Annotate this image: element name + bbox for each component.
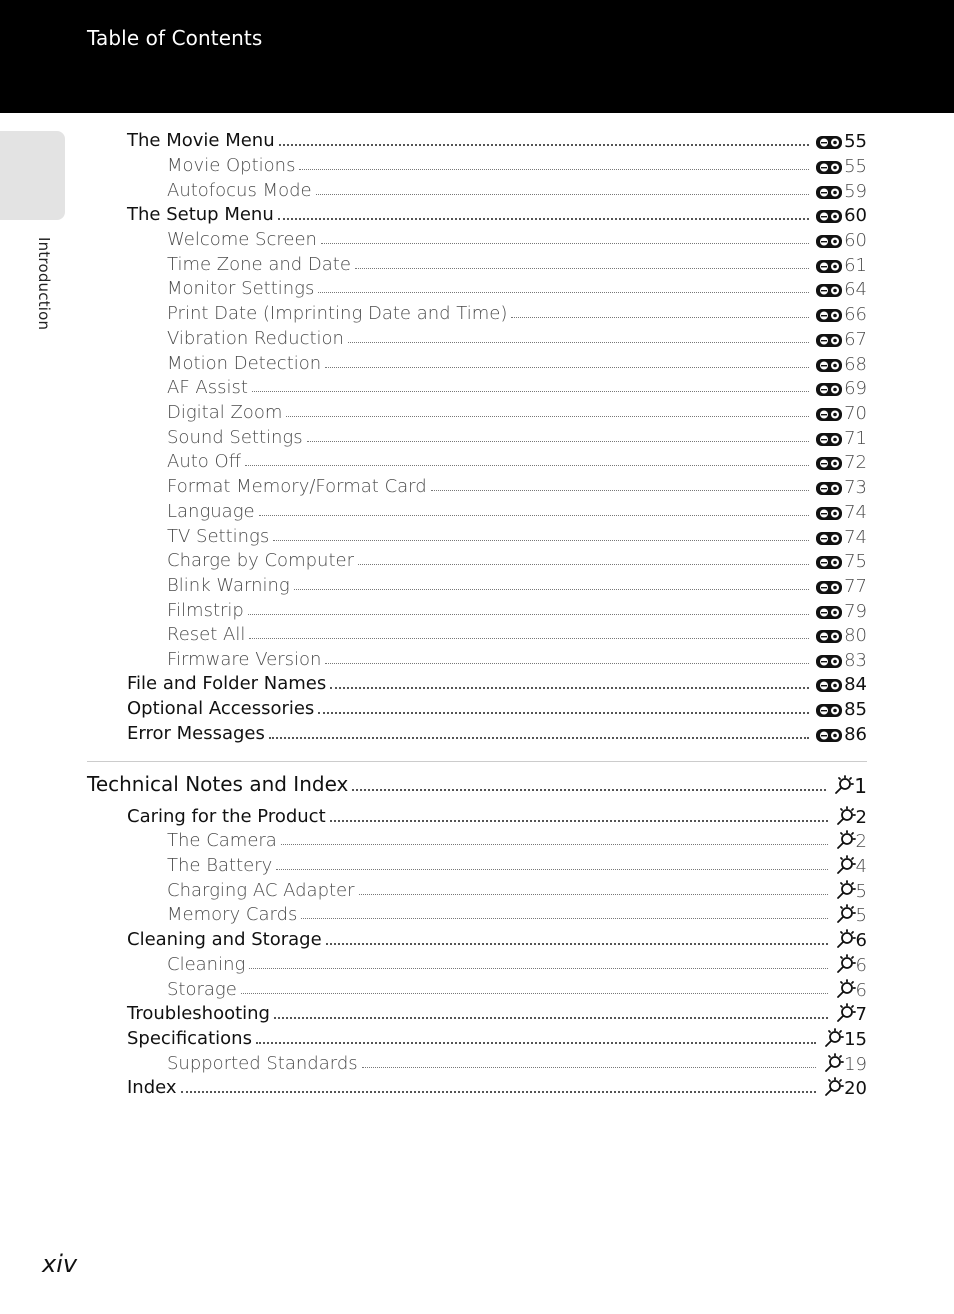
toc-entry[interactable] bbox=[167, 852, 867, 876]
dot-leader bbox=[294, 589, 809, 590]
toc-entry[interactable] bbox=[127, 670, 867, 694]
dot-leader bbox=[301, 918, 827, 919]
e-reference-icon bbox=[815, 701, 843, 719]
dot-leader bbox=[330, 820, 828, 822]
toc-entry-title: The Battery bbox=[167, 855, 273, 876]
dot-leader bbox=[276, 869, 827, 870]
dot-leader bbox=[248, 614, 809, 615]
toc-entry[interactable] bbox=[167, 572, 867, 596]
page-number-value: 1 bbox=[854, 774, 867, 798]
page-number-value: 55 bbox=[844, 156, 867, 177]
toc-entry-page bbox=[834, 903, 867, 925]
dot-leader bbox=[252, 391, 809, 392]
e-reference-icon bbox=[815, 430, 843, 448]
toc-entry[interactable] bbox=[167, 226, 867, 250]
dot-leader bbox=[274, 1017, 828, 1019]
page-number-value: 19 bbox=[844, 1054, 867, 1075]
toc-entry-page bbox=[815, 207, 867, 225]
toc-entry[interactable] bbox=[167, 473, 867, 497]
page-number-value: 2 bbox=[855, 807, 867, 828]
toc-entry-page bbox=[815, 627, 867, 645]
dot-leader bbox=[256, 1042, 816, 1044]
toc-entry-title: Welcome Screen bbox=[167, 229, 317, 250]
toc-entry-page bbox=[815, 158, 867, 176]
z-technical-notes-icon bbox=[834, 903, 856, 925]
section-tab bbox=[0, 131, 65, 220]
toc-entry[interactable] bbox=[167, 300, 867, 324]
toc-entry[interactable] bbox=[167, 498, 867, 522]
toc-entry-title: Cleaning bbox=[167, 954, 246, 975]
page-number-value: 72 bbox=[844, 452, 867, 473]
toc-entry-title: Sound Settings bbox=[167, 427, 303, 448]
z-technical-notes-icon bbox=[822, 1052, 844, 1074]
page-number-value: 86 bbox=[844, 724, 867, 745]
toc-entry-page bbox=[822, 1052, 867, 1074]
page-number-value: 5 bbox=[855, 881, 867, 902]
dot-leader bbox=[281, 844, 828, 845]
page-number-value: 77 bbox=[844, 576, 867, 597]
toc-entry-page bbox=[815, 553, 867, 571]
toc-entry-title: Firmware Version bbox=[167, 649, 322, 670]
dot-leader bbox=[431, 490, 809, 491]
toc-entry-page bbox=[815, 133, 867, 151]
e-reference-icon bbox=[815, 652, 843, 670]
dot-leader bbox=[273, 540, 809, 541]
toc-entry-page bbox=[815, 306, 867, 324]
page-number-value: 80 bbox=[844, 625, 867, 646]
toc-entry-title: Vibration Reduction bbox=[167, 328, 344, 349]
toc-entry-title: Auto Off bbox=[167, 451, 242, 472]
toc-entry[interactable] bbox=[127, 127, 867, 151]
z-technical-notes-icon bbox=[834, 829, 856, 851]
e-reference-icon bbox=[815, 553, 843, 571]
toc-entry[interactable] bbox=[167, 152, 867, 176]
e-reference-icon bbox=[815, 529, 843, 547]
dot-leader bbox=[279, 144, 809, 146]
dot-leader bbox=[259, 515, 810, 516]
toc-entry-title: The Movie Menu bbox=[127, 130, 275, 151]
e-reference-icon bbox=[815, 578, 843, 596]
toc-entry-page bbox=[822, 1076, 867, 1098]
dot-leader bbox=[355, 268, 809, 269]
z-technical-notes-icon bbox=[822, 1076, 844, 1098]
dot-leader bbox=[352, 789, 826, 791]
section-divider bbox=[87, 761, 867, 762]
toc-entry-title: Caring for the Product bbox=[127, 806, 326, 827]
dot-leader bbox=[269, 737, 809, 739]
dot-leader bbox=[362, 1067, 816, 1068]
toc-entry[interactable] bbox=[167, 901, 867, 925]
page-number-value: 74 bbox=[844, 502, 867, 523]
e-reference-icon bbox=[815, 232, 843, 250]
dot-leader bbox=[299, 169, 809, 170]
toc-entry[interactable] bbox=[127, 201, 867, 225]
toc-entry-page bbox=[815, 405, 867, 423]
toc-entry-page bbox=[834, 978, 867, 1000]
page-number-value: 61 bbox=[844, 255, 867, 276]
toc-entry-page bbox=[834, 879, 867, 901]
toc-entry-title: Storage bbox=[167, 979, 237, 1000]
toc-entry[interactable] bbox=[127, 720, 867, 744]
toc-entry[interactable] bbox=[167, 448, 867, 472]
z-technical-notes-icon bbox=[834, 805, 856, 827]
page-number-value: 64 bbox=[844, 279, 867, 300]
toc-entry[interactable] bbox=[167, 424, 867, 448]
toc-entry-title: Supported Standards bbox=[167, 1053, 358, 1074]
toc-entry-page bbox=[815, 603, 867, 621]
toc-entry-page bbox=[815, 380, 867, 398]
page-number-value: 73 bbox=[844, 477, 867, 498]
page-number-value: 6 bbox=[855, 980, 867, 1001]
z-technical-notes-icon bbox=[834, 928, 856, 950]
e-reference-icon bbox=[815, 454, 843, 472]
e-reference-icon bbox=[815, 627, 843, 645]
toc-entry-page bbox=[815, 504, 867, 522]
toc-entry-title: Index bbox=[127, 1077, 177, 1098]
dot-leader bbox=[249, 968, 827, 969]
toc-entry-title: Technical Notes and Index bbox=[87, 772, 349, 796]
toc-entry[interactable] bbox=[167, 350, 867, 374]
toc-entry-page bbox=[815, 578, 867, 596]
toc-entry-page bbox=[834, 953, 867, 975]
page-number-value: 7 bbox=[855, 1004, 867, 1025]
dot-leader bbox=[245, 465, 809, 466]
e-reference-icon bbox=[815, 133, 843, 151]
toc-entry-title: Print Date (Imprinting Date and Time) bbox=[167, 303, 508, 324]
toc-entry[interactable] bbox=[127, 1025, 867, 1049]
page-number-value: 20 bbox=[844, 1078, 867, 1099]
page-number-value: 60 bbox=[844, 230, 867, 251]
dot-leader bbox=[325, 367, 809, 368]
toc-entry-page bbox=[815, 529, 867, 547]
toc-entry[interactable] bbox=[167, 251, 867, 275]
toc-entry[interactable] bbox=[127, 803, 867, 827]
dot-leader bbox=[241, 993, 828, 994]
page-number-value: 55 bbox=[844, 131, 867, 152]
toc-entry-title: Time Zone and Date bbox=[167, 254, 351, 275]
toc-entry-page bbox=[832, 774, 867, 796]
e-reference-icon bbox=[815, 380, 843, 398]
toc-entry-title: Memory Cards bbox=[167, 904, 298, 925]
header-bar bbox=[0, 0, 954, 113]
toc-entry[interactable] bbox=[167, 325, 867, 349]
toc-entry-page bbox=[834, 829, 867, 851]
z-technical-notes-icon bbox=[834, 953, 856, 975]
toc-entry-page bbox=[815, 454, 867, 472]
page-title: Table of Contents bbox=[87, 26, 263, 50]
z-technical-notes-icon bbox=[834, 978, 856, 1000]
toc-entry[interactable] bbox=[167, 877, 867, 901]
toc-entry-title: Digital Zoom bbox=[167, 402, 283, 423]
page-number-value: 69 bbox=[844, 378, 867, 399]
toc-entry-page bbox=[815, 726, 867, 744]
dot-leader bbox=[326, 943, 828, 945]
toc-entry-title: File and Folder Names bbox=[127, 673, 327, 694]
dot-leader bbox=[325, 663, 809, 664]
page-number-value: 79 bbox=[844, 601, 867, 622]
dot-leader bbox=[278, 218, 809, 220]
toc-entry-title: Error Messages bbox=[127, 723, 265, 744]
toc-entry-title: Format Memory/Format Card bbox=[167, 476, 427, 497]
page-number-value: 6 bbox=[855, 955, 867, 976]
e-reference-icon bbox=[815, 281, 843, 299]
page-number-value: 74 bbox=[844, 527, 867, 548]
e-reference-icon bbox=[815, 726, 843, 744]
page-number-value: 83 bbox=[844, 650, 867, 671]
toc-entry-title: Autofocus Mode bbox=[167, 180, 312, 201]
toc-entry-title: The Camera bbox=[167, 830, 277, 851]
toc-entry[interactable] bbox=[167, 1050, 867, 1074]
dot-leader bbox=[318, 292, 809, 293]
toc-entry-title: Charging AC Adapter bbox=[167, 880, 355, 901]
toc-entry[interactable] bbox=[167, 523, 867, 547]
toc-entry-page bbox=[815, 701, 867, 719]
dot-leader bbox=[286, 416, 809, 417]
page-number-value: 5 bbox=[855, 905, 867, 926]
z-technical-notes-icon bbox=[834, 854, 856, 876]
toc-entry-title: Optional Accessories bbox=[127, 698, 315, 719]
z-technical-notes-icon bbox=[834, 1002, 856, 1024]
toc-entry-page bbox=[815, 356, 867, 374]
e-reference-icon bbox=[815, 504, 843, 522]
toc-entry[interactable] bbox=[167, 275, 867, 299]
toc-entry[interactable] bbox=[167, 951, 867, 975]
page-number-value: 66 bbox=[844, 304, 867, 325]
page-number-value: 4 bbox=[855, 856, 867, 877]
toc-entry[interactable] bbox=[167, 646, 867, 670]
toc-entry-title: Blink Warning bbox=[167, 575, 290, 596]
dot-leader bbox=[316, 194, 810, 195]
toc-entry[interactable] bbox=[167, 976, 867, 1000]
toc-entry[interactable] bbox=[167, 621, 867, 645]
toc-entry[interactable] bbox=[127, 695, 867, 719]
toc-entry-page bbox=[815, 479, 867, 497]
e-reference-icon bbox=[815, 306, 843, 324]
dot-leader bbox=[318, 712, 809, 714]
toc-entry[interactable] bbox=[127, 926, 867, 950]
toc-entry[interactable] bbox=[127, 1000, 867, 1024]
toc-entry-title: AF Assist bbox=[167, 377, 248, 398]
page-number-value: 71 bbox=[844, 428, 867, 449]
e-reference-icon bbox=[815, 356, 843, 374]
page-number-value: 60 bbox=[844, 205, 867, 226]
toc-entry-title: TV Settings bbox=[167, 526, 270, 547]
toc-entry[interactable] bbox=[167, 399, 867, 423]
page-number-value: 6 bbox=[855, 930, 867, 951]
page-number-value: 84 bbox=[844, 674, 867, 695]
e-reference-icon bbox=[815, 158, 843, 176]
e-reference-icon bbox=[815, 183, 843, 201]
toc-entry-page bbox=[834, 854, 867, 876]
toc-entry[interactable] bbox=[167, 374, 867, 398]
toc-entry-page bbox=[815, 232, 867, 250]
toc-entry-title: Filmstrip bbox=[167, 600, 244, 621]
toc-entry-page bbox=[815, 183, 867, 201]
page-number-value: 70 bbox=[844, 403, 867, 424]
toc-entry-page bbox=[815, 281, 867, 299]
e-reference-icon bbox=[815, 405, 843, 423]
toc-entry[interactable] bbox=[167, 177, 867, 201]
toc-entry[interactable] bbox=[87, 772, 867, 796]
toc-entry-title: Specifications bbox=[127, 1028, 252, 1049]
z-technical-notes-icon bbox=[832, 774, 854, 796]
page-number: xiv bbox=[42, 1250, 78, 1278]
toc-entry-page bbox=[815, 331, 867, 349]
toc-entry[interactable] bbox=[127, 1074, 867, 1098]
toc-entry-page bbox=[834, 805, 867, 827]
toc-entry-page bbox=[815, 676, 867, 694]
toc-entry-page bbox=[822, 1027, 867, 1049]
e-reference-icon bbox=[815, 257, 843, 275]
e-reference-icon bbox=[815, 479, 843, 497]
dot-leader bbox=[511, 317, 809, 318]
dot-leader bbox=[359, 894, 828, 895]
e-reference-icon bbox=[815, 676, 843, 694]
e-reference-icon bbox=[815, 331, 843, 349]
dot-leader bbox=[307, 441, 809, 442]
page-number-value: 15 bbox=[844, 1029, 867, 1050]
toc-entry[interactable] bbox=[167, 827, 867, 851]
toc-entry-title: Language bbox=[167, 501, 255, 522]
dot-leader bbox=[181, 1091, 817, 1093]
e-reference-icon bbox=[815, 603, 843, 621]
toc-entry-title: Movie Options bbox=[167, 155, 296, 176]
e-reference-icon bbox=[815, 207, 843, 225]
section-tab-label: Introduction bbox=[35, 237, 53, 331]
toc-entry-title: Charge by Computer bbox=[167, 550, 354, 571]
dot-leader bbox=[358, 564, 809, 565]
toc-entry-title: Troubleshooting bbox=[127, 1003, 270, 1024]
dot-leader bbox=[321, 243, 809, 244]
toc-entry-page bbox=[834, 1002, 867, 1024]
dot-leader bbox=[348, 342, 809, 343]
toc-entry-page bbox=[834, 928, 867, 950]
dot-leader bbox=[249, 638, 809, 639]
page-number-value: 68 bbox=[844, 354, 867, 375]
toc-entry[interactable] bbox=[167, 547, 867, 571]
toc-entry-page bbox=[815, 257, 867, 275]
page-number-value: 59 bbox=[844, 181, 867, 202]
page-number-value: 2 bbox=[855, 831, 867, 852]
toc-entry-title: Cleaning and Storage bbox=[127, 929, 322, 950]
page-number-value: 75 bbox=[844, 551, 867, 572]
toc-entry-title: The Setup Menu bbox=[127, 204, 274, 225]
toc-entry-title: Monitor Settings bbox=[167, 278, 315, 299]
toc-entry[interactable] bbox=[167, 597, 867, 621]
toc-entry-title: Motion Detection bbox=[167, 353, 322, 374]
toc-entry-page bbox=[815, 652, 867, 670]
page-number-value: 85 bbox=[844, 699, 867, 720]
z-technical-notes-icon bbox=[834, 879, 856, 901]
toc-entry-title: Reset All bbox=[167, 624, 246, 645]
z-technical-notes-icon bbox=[822, 1027, 844, 1049]
page-number-value: 67 bbox=[844, 329, 867, 350]
dot-leader bbox=[330, 687, 809, 689]
toc-entry-page bbox=[815, 430, 867, 448]
